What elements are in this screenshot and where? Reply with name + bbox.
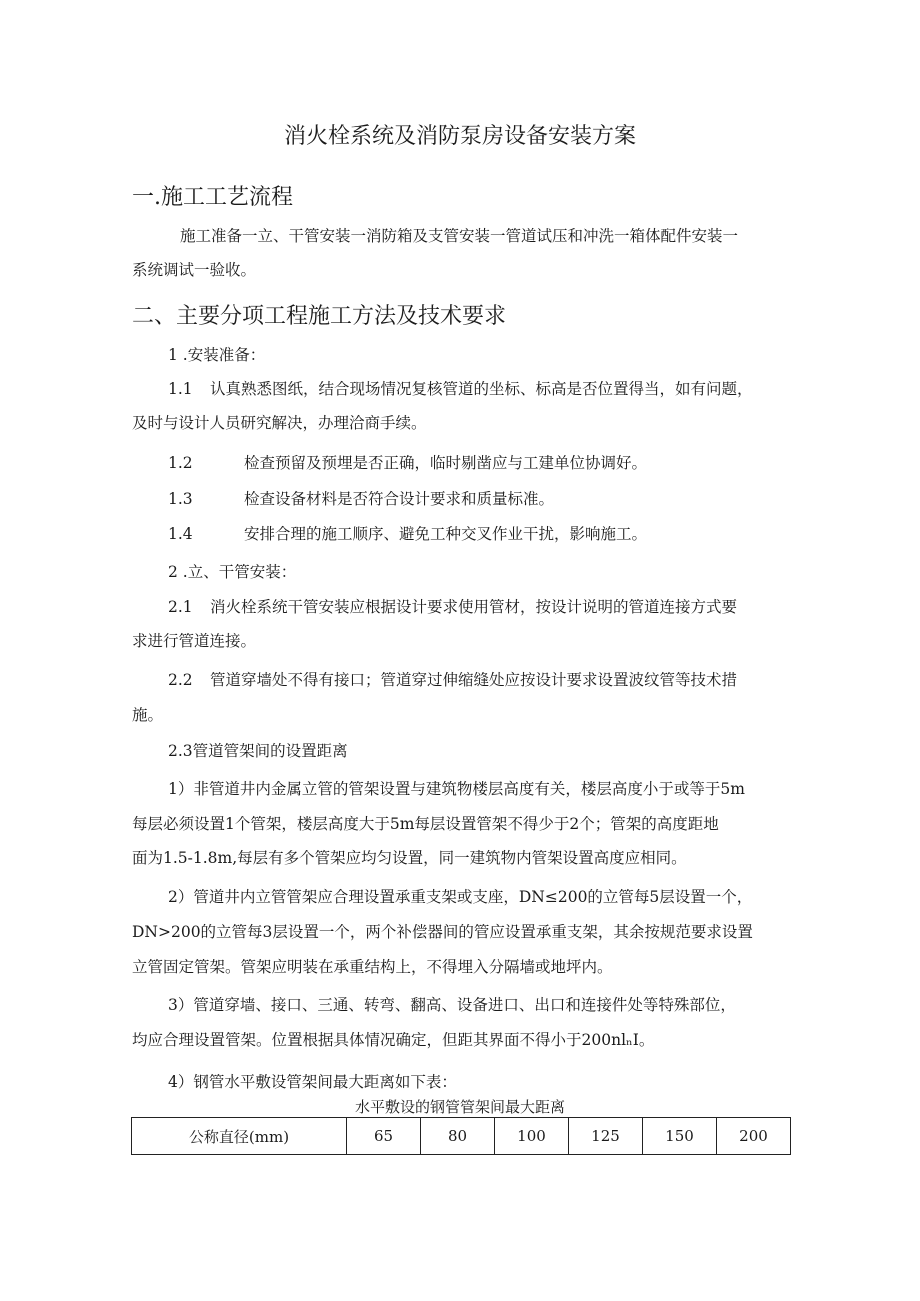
- item-2-1-continued: 求进行管道连接。: [132, 632, 257, 650]
- table-header-cell: 公称直径(mm): [132, 1118, 347, 1155]
- table-cell: 125: [569, 1118, 643, 1155]
- table-cell: 65: [347, 1118, 421, 1155]
- item-1-4-text: 安排合理的施工顺序、避免工种交叉作业干扰，影响施工。: [244, 525, 648, 543]
- item-2-1-number: 2.1: [168, 598, 193, 616]
- item-1-1-continued: 及时与设计人员研究解决，办理洽商手续。: [132, 414, 427, 432]
- paragraph-3-line-1: 3）管道穿墙、接口、三通、转弯、翻高、设备进口、出口和连接件处等特殊部位，: [168, 996, 736, 1014]
- item-1-4-number: 1.4: [168, 525, 193, 543]
- item-1-2-text: 检查预留及预埋是否正确，临时剔凿应与工建单位协调好。: [244, 454, 648, 472]
- paragraph-1-line-2: 每层必须设置1个管架，楼层高度大于5m每层设置管架不得少于2个；管架的高度距地: [132, 815, 719, 833]
- item-1-3-number: 1.3: [168, 490, 193, 508]
- item-2-2: [168, 669, 737, 691]
- item-1-2: [168, 452, 647, 474]
- flow-line-2: 系统调试一验收。: [132, 261, 257, 279]
- item-2-2-number: 2.2: [168, 671, 193, 689]
- table-cell: 200: [717, 1118, 791, 1155]
- table-cell: 80: [421, 1118, 495, 1155]
- section-2-heading: 二、主要分项工程施工方法及技术要求: [132, 304, 507, 329]
- subsection-2-title: 2 .立、干管安装：: [168, 563, 297, 581]
- spacing-table: [131, 1117, 791, 1155]
- table-caption: 水平敷设的钢管管架间最大距离: [354, 1098, 565, 1116]
- item-1-3: [168, 488, 554, 510]
- item-2-2-continued: 施。: [132, 706, 164, 724]
- table-row: [132, 1118, 791, 1155]
- item-2-2-text: 管道穿墙处不得有接口；管道穿过伸缩缝处应按设计要求设置波纹管等技术措: [210, 671, 738, 689]
- item-1-1: [168, 378, 753, 400]
- item-1-3-text: 检查设备材料是否符合设计要求和质量标准。: [244, 490, 555, 508]
- paragraph-1-line-1: 1）非管道井内金属立管的管架设置与建筑物楼层高度有关，楼层高度小于或等于5m: [168, 780, 745, 798]
- paragraph-2-line-2: DN>200的立管每3层设置一个，两个补偿器间的管应设置承重支架，其余按规范要求设置: [132, 923, 753, 941]
- flow-line-1: 施工准备一立、干管安装一消防箱及支管安装一管道试压和冲洗一箱体配件安装一: [180, 227, 739, 245]
- section-1-heading: 一.施工工艺流程: [132, 185, 293, 210]
- table-cell: 150: [643, 1118, 717, 1155]
- item-1-1-text: 认真熟悉图纸，结合现场情况复核管道的坐标、标高是否位置得当，如有问题，: [210, 380, 753, 398]
- paragraph-2-line-3: 立管固定管架。管架应明装在承重结构上，不得埋入分隔墙或地坪内。: [132, 958, 613, 976]
- item-1-1-number: 1.1: [168, 380, 193, 398]
- item-1-4: [168, 523, 647, 545]
- item-1-2-number: 1.2: [168, 454, 193, 472]
- item-2-1: [168, 596, 737, 618]
- table-cell: 100: [495, 1118, 569, 1155]
- subsection-1-title: 1 .安装准备：: [168, 346, 266, 364]
- table-cutoff-mask: [130, 1155, 792, 1165]
- paragraph-3-line-2: 均应合理设置管架。位置根据具体情况确定，但距其界面不得小于200nlₙI。: [132, 1031, 655, 1049]
- paragraph-4-line-1: 4）钢管水平敷设管架间最大距离如下表：: [168, 1073, 457, 1091]
- item-2-1-text: 消火栓系统干管安装应根据设计要求使用管材，按设计说明的管道连接方式要: [210, 598, 738, 616]
- item-2-3-title: 2.3管道管架间的设置距离: [168, 742, 348, 760]
- paragraph-1-line-3: 面为1.5-1.8m,每层有多个管架应均匀设置，同一建筑物内管架设置高度应相同。: [132, 849, 687, 867]
- paragraph-2-line-1: 2）管道井内立管管架应合理设置承重支架或支座，DN≤200的立管每5层设置一个，: [168, 888, 753, 906]
- document-title: 消火栓系统及消防泵房设备安装方案: [283, 124, 636, 149]
